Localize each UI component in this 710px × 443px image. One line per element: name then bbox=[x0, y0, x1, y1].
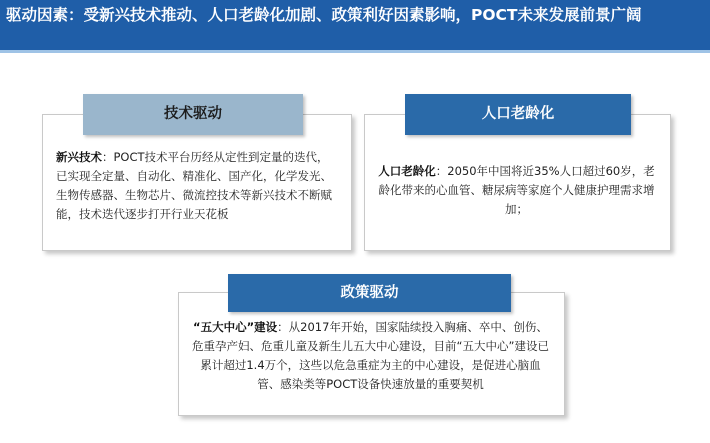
tech-driver-lead: 新兴技术 bbox=[56, 150, 102, 164]
tech-driver-body: ：POCT技术平台历经从定性到定量的迭代，已实现全定量、自动化、精准化、国产化，化学发光、生物传感器、生物芯片、微流控技术等新兴技术不断赋能，技术迭代逐步打开行业天花板 bbox=[56, 150, 332, 221]
policy-driver-lead: “五大中心”建设 bbox=[193, 320, 278, 334]
policy-driver-body: ：从2017年开始，国家陆续投入胸痛、卒中、创伤、危重孕产妇、危重儿童及新生儿五大中心建设，目前“五大中心”建设已累计超过1.4万个，这些以危急重症为主的中心建设，是促进心脑血管、感染类等POCT设备快速放量的重要契机 bbox=[192, 320, 549, 391]
tech-driver-text bbox=[56, 148, 340, 224]
aging-driver-tab: 人口老龄化 bbox=[405, 94, 631, 135]
aging-driver-text bbox=[378, 162, 655, 219]
policy-driver-tab: 政策驱动 bbox=[228, 274, 511, 312]
tech-driver-tab: 技术驱动 bbox=[83, 94, 303, 135]
header-divider bbox=[0, 50, 710, 53]
page-title: 驱动因素：受新兴技术推动、人口老龄化加剧、政策利好因素影响，POCT未来发展前景广阔 bbox=[6, 6, 642, 24]
header-banner bbox=[0, 0, 710, 50]
policy-driver-text bbox=[190, 318, 551, 394]
aging-driver-body: ：2050年中国将近35%人口超过60岁，老龄化带来的心血管、糖尿病等家庭个人健康护理需求增加； bbox=[378, 164, 655, 216]
aging-driver-lead: 人口老龄化 bbox=[378, 164, 436, 178]
